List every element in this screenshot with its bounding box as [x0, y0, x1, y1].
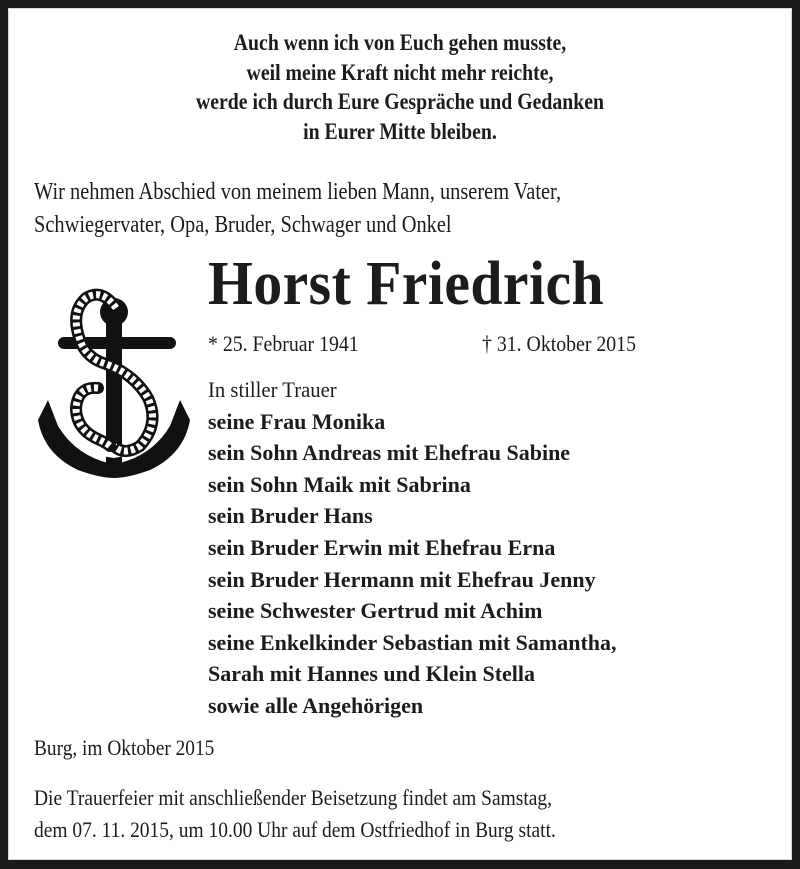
mourner-entry: sein Sohn Andreas mit Ehefrau Sabine: [208, 440, 571, 466]
verse-line: werde ich durch Eure Gespräche und Gedanken: [195, 89, 605, 114]
farewell-intro: [34, 176, 561, 242]
obituary-notice: [8, 8, 792, 860]
place-and-date: Burg, im Oktober 2015: [34, 735, 215, 760]
verse-line: Auch wenn ich von Euch gehen musste,: [233, 30, 567, 55]
intro-line: Wir nehmen Abschied von meinem lieben Mann, unserem Vater,: [34, 179, 562, 205]
verse-line: weil meine Kraft nicht mehr reichte,: [246, 59, 554, 85]
mourner-entry: sowie alle Angehörigen: [208, 692, 424, 718]
funeral-service-info: [34, 782, 556, 846]
mourner-entry: sein Sohn Maik mit Sabrina: [208, 471, 471, 497]
mourner-entry: Sarah mit Hannes und Klein Stella: [208, 661, 536, 687]
service-line: Die Trauerfeier mit anschließender Beisetzung findet am Samstag,: [34, 785, 552, 810]
memorial-verse: [63, 28, 737, 146]
mourners-list: [208, 374, 617, 722]
birth-date: * 25. Februar 1941: [208, 331, 359, 356]
intro-line: Schwiegervater, Opa, Bruder, Schwager und Onkel: [34, 212, 452, 238]
deceased-name: Horst Friedrich: [208, 250, 605, 318]
verse-line: in Eurer Mitte bleiben.: [303, 118, 497, 144]
mourner-entry: seine Schwester Gertrud mit Achim: [208, 598, 543, 624]
mourners-lead: In stiller Trauer: [208, 377, 337, 402]
mourner-entry: sein Bruder Hans: [208, 503, 373, 529]
mourner-entry: seine Enkelkinder Sebastian mit Samantha,: [208, 629, 617, 655]
anchor-with-rope-icon: [24, 278, 204, 478]
mourner-entry: sein Bruder Hermann mit Ehefrau Jenny: [208, 566, 596, 592]
mourner-entry: sein Bruder Erwin mit Ehefrau Erna: [208, 534, 556, 560]
mourner-entry: seine Frau Monika: [208, 408, 386, 434]
death-date: † 31. Oktober 2015: [482, 331, 636, 356]
service-line: dem 07. 11. 2015, um 10.00 Uhr auf dem Ostfriedhof in Burg statt.: [34, 817, 556, 842]
